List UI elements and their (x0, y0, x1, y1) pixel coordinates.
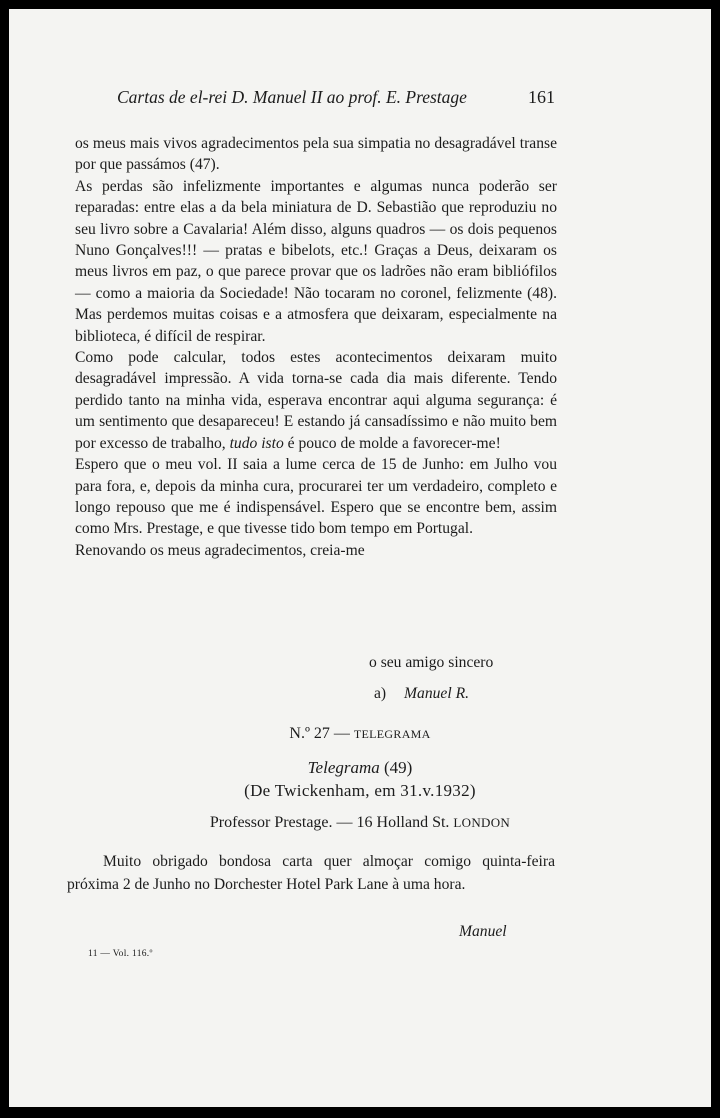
volume-mark: 11 — Vol. 116.º (88, 949, 153, 959)
telegram-signature: Manuel (459, 923, 507, 940)
paragraph-losses: As perdas são infelizmente importantes e algumas nunca poderão ser reparadas: entre elas a da bela miniatura de D. Sebastião que reproduziu no seu livro sobre a Cavalaria! Além disso, alguns quadros — os dois pequenos Nuno Gonçalves!!! — pratas e bibelots, etc.! Graças a Deus, deixaram os meus livros em paz, o que parece provar que os ladrões não eram bibliófilos — como a maioria da Sociedade! Não tocaram no coronel, felizmente (48). Mas perdemos muitas coisas e a atmosfera que deixaram, especialmente na biblioteca, é difícil de respirar. (75, 177, 557, 345)
paragraph-impression-text: Como pode calcular, todos estes acontecimentos deixaram muito desagradável impressão. A vida torna-se cada dia mais diferente. Tendo perdido tanto na minha vida, esperava encontrar aqui alguma segurança: é um sentimento que desapareceu! E estando já cansadíssimo e não muito bem por excesso de trabalho, (75, 349, 557, 452)
paragraph-regards: Renovando os meus agradecimentos, creia-me (75, 541, 365, 559)
running-title: Cartas de el-rei D. Manuel II ao prof. E. Prestage (117, 87, 467, 107)
document-page (9, 9, 711, 1107)
paragraph-impression-end: é pouco de molde a favorecer-me! (283, 434, 501, 452)
signature-prefix: a) (374, 685, 387, 702)
closing-signature (374, 685, 469, 703)
closing-salutation: o seu amigo sincero (369, 654, 494, 671)
telegram-address-city: LONDON (453, 815, 511, 830)
telegram-body: Muito obrigado bondosa carta quer almoçar comigo quinta-feira próxima 2 de Junho no Dorchester Hotel Park Lane à uma hora. (67, 853, 555, 893)
letter-body (75, 133, 557, 561)
telegram-date: (De Twickenham, em 31.v.1932) (244, 781, 476, 800)
telegram-address-main: Professor Prestage. — 16 Holland St. (209, 814, 450, 831)
signature-name: Manuel R. (404, 685, 469, 702)
paragraph-impression (75, 347, 557, 454)
italic-phrase: tudo isto (229, 434, 284, 452)
telegram-number: N.º 27 — (289, 725, 350, 742)
telegram-title (9, 758, 711, 778)
telegram-note-ref: (49) (384, 758, 413, 777)
telegram-title-italic: Telegrama (307, 758, 380, 777)
running-header (117, 87, 555, 108)
page-number: 161 (528, 87, 555, 107)
telegram-address (9, 814, 711, 832)
paragraph-volume: Espero que o meu vol. II saia a lume cerca de 15 de Junho: em Julho vou para fora, e, depois da minha cura, procurarei ter um verdadeiro, completo e longo repouso que me é indispensável. Espero que se encontre bem, assim como Mrs. Prestage, e que tivesse tido bom tempo em Portugal. (75, 456, 557, 538)
telegram-type: TELEGRAMA (353, 727, 431, 741)
paragraph-continuation: os meus mais vivos agradecimentos pela sua simpatia no desagradável transe por que passámos (47). (75, 135, 557, 174)
telegram-heading (9, 725, 711, 743)
